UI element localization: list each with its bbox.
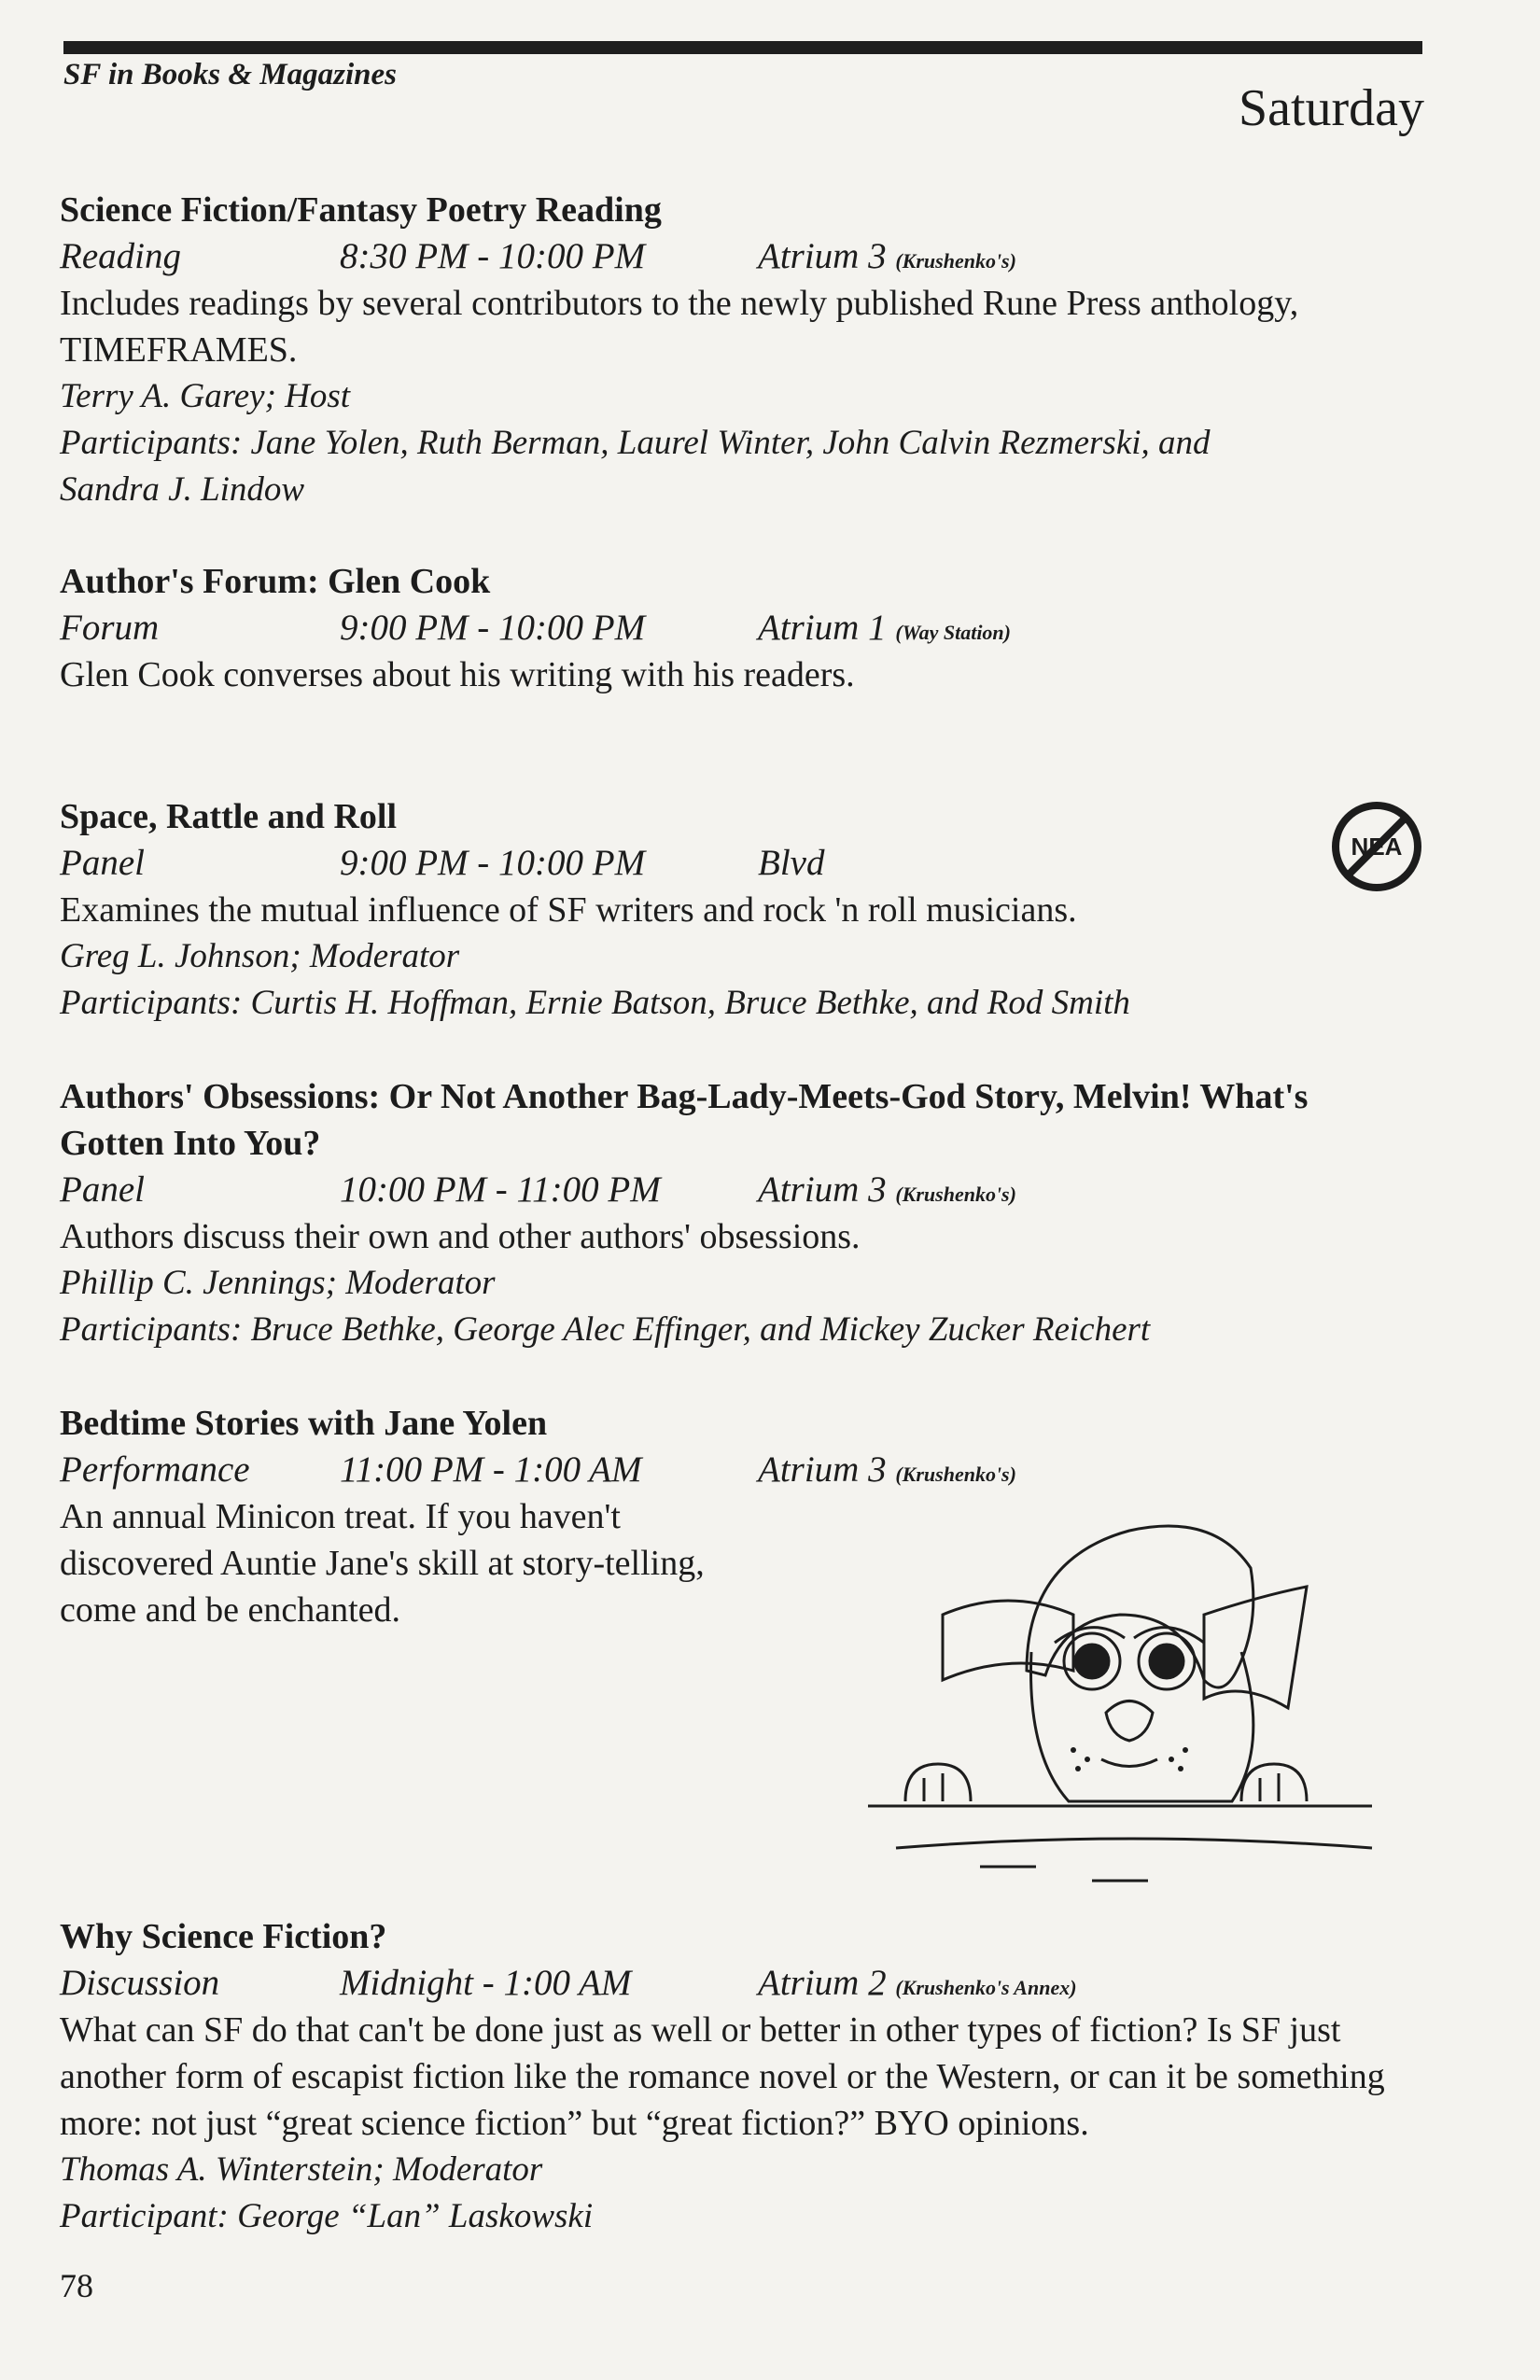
location-name: Atrium 2: [758, 1963, 887, 2003]
event-participants: Participants: Curtis H. Hoffman, Ernie Batson, Bruce Bethke, and Rod Smith: [60, 984, 1130, 1022]
event-title: Authors' Obsessions: Or Not Another Bag-Lady-Meets-God Story, Melvin! What's Gotten Into You?: [60, 1077, 1309, 1163]
event-time: 8:30 PM - 10:00 PM: [340, 236, 646, 276]
location-note: (Krushenko's): [895, 249, 1016, 273]
event-why-science-fiction: [60, 1913, 1432, 2240]
location-name: Atrium 3: [758, 1169, 887, 1210]
event-location: [758, 840, 824, 887]
event-location: [758, 1167, 1016, 1218]
sleepy-creature-illustration: [868, 1512, 1391, 1904]
event-type: Discussion: [60, 1963, 220, 2003]
location-name: Blvd: [758, 843, 825, 883]
event-participants: Participant: George “Lan” Laskowski: [60, 2197, 594, 2235]
location-note: (Way Station): [895, 621, 1011, 644]
event-location: [758, 1960, 1077, 2011]
location-note: (Krushenko's): [895, 1183, 1016, 1206]
event-time: 9:00 PM - 10:00 PM: [340, 843, 646, 883]
event-title: Space, Rattle and Roll: [60, 797, 397, 836]
event-meta: [60, 1447, 1432, 1493]
event-meta: [60, 840, 1432, 887]
event-meta: [60, 1960, 1432, 2007]
event-host: Thomas A. Winterstein; Moderator: [60, 2150, 543, 2189]
location-note: (Krushenko's Annex): [895, 1976, 1077, 1999]
event-location: [758, 233, 1016, 285]
event-participants: Participants: Bruce Bethke, George Alec Effinger, and Mickey Zucker Reichert: [60, 1310, 1151, 1349]
event-authors-obsessions: [60, 1073, 1432, 1353]
event-meta: [60, 1167, 1432, 1213]
page-number: 78: [60, 2267, 93, 2304]
header-rule: [63, 41, 1422, 54]
event-poetry-reading: [60, 187, 1432, 513]
event-host: Greg L. Johnson; Moderator: [60, 937, 460, 975]
location-note: (Krushenko's): [895, 1463, 1016, 1486]
event-meta: [60, 233, 1432, 280]
event-type: Panel: [60, 843, 145, 883]
location-name: Atrium 1: [758, 608, 887, 648]
event-type: Reading: [60, 236, 181, 276]
nea-badge-text: NEA: [1351, 833, 1403, 861]
event-description: Glen Cook converses about his writing with his readers.: [60, 655, 855, 694]
event-description: Includes readings by several contributors to the newly published Rune Press anthology, TIMEFRAMES.: [60, 284, 1299, 370]
event-space-rattle-roll: [60, 793, 1432, 1027]
event-description: What can SF do that can't be done just as well or better in other types of fiction? Is SF just another form of escapist fiction like the romance novel or the Western, or can it be something more: not just “great science fiction” but “great fiction?” BYO opinions.: [60, 2010, 1385, 2143]
event-type: Performance: [60, 1449, 250, 1490]
day-heading: Saturday: [1238, 79, 1424, 137]
event-title: Bedtime Stories with Jane Yolen: [60, 1404, 548, 1443]
event-host: Terry A. Garey; Host: [60, 377, 351, 415]
event-description: An annual Minicon treat. If you haven't discovered Auntie Jane's skill at story-telling, come and be enchanted.: [60, 1497, 705, 1630]
event-location: [758, 605, 1011, 656]
event-time: Midnight - 1:00 AM: [340, 1963, 632, 2003]
event-time: 10:00 PM - 11:00 PM: [340, 1169, 661, 1210]
location-name: Atrium 3: [758, 236, 887, 276]
section-label: SF in Books & Magazines: [63, 58, 398, 91]
event-title: Author's Forum: Glen Cook: [60, 562, 491, 601]
event-time: 11:00 PM - 1:00 AM: [340, 1449, 642, 1490]
event-type: Forum: [60, 608, 160, 648]
event-time: 9:00 PM - 10:00 PM: [340, 608, 646, 648]
event-type: Panel: [60, 1169, 145, 1210]
event-description: Examines the mutual influence of SF writers and rock 'n roll musicians.: [60, 890, 1077, 930]
event-host: Phillip C. Jennings; Moderator: [60, 1264, 496, 1302]
event-location: [758, 1447, 1016, 1498]
event-description: Authors discuss their own and other authors' obsessions.: [60, 1217, 861, 1256]
nea-badge-icon: [1325, 795, 1428, 898]
event-title: Science Fiction/Fantasy Poetry Reading: [60, 190, 662, 230]
event-title: Why Science Fiction?: [60, 1917, 387, 1956]
location-name: Atrium 3: [758, 1449, 887, 1490]
event-glen-cook-forum: [60, 558, 1432, 698]
event-participants: Participants: Jane Yolen, Ruth Berman, Laurel Winter, John Calvin Rezmerski, and Sandra J. Lindow: [60, 424, 1211, 509]
event-meta: [60, 605, 1432, 651]
